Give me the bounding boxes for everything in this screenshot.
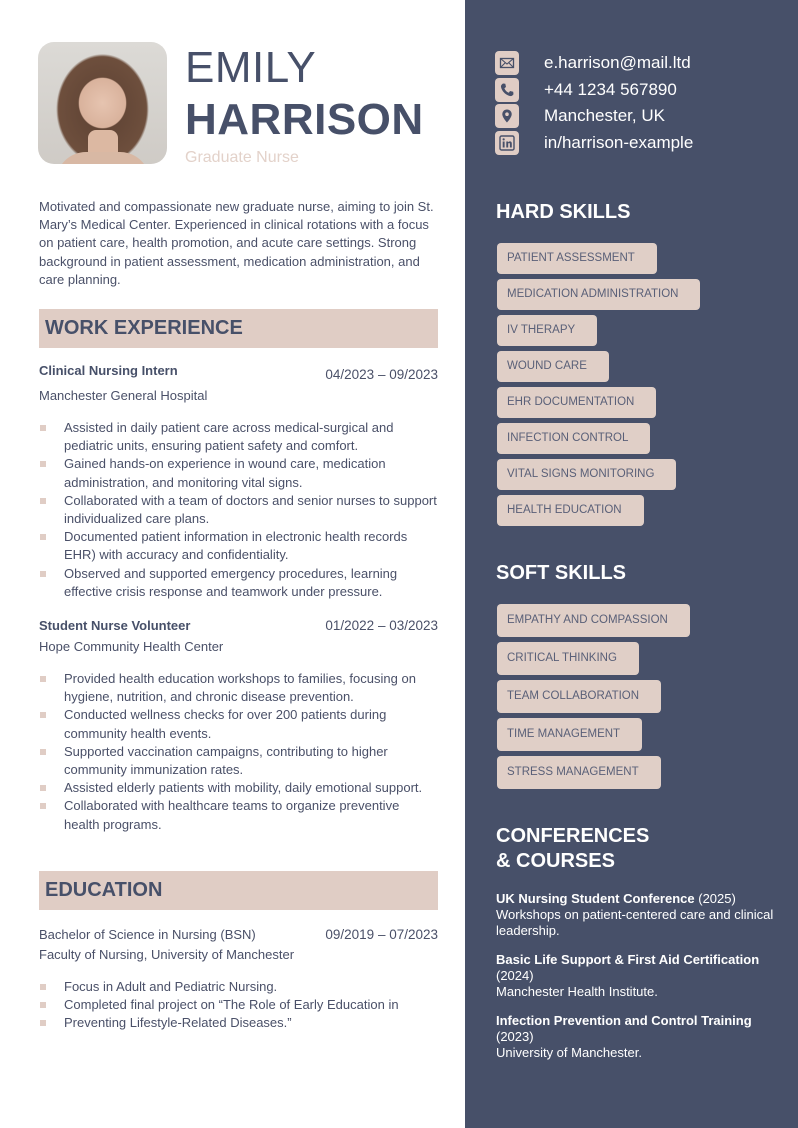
skill-chip: PATIENT ASSESSMENT bbox=[497, 243, 657, 274]
bullet-item: Provided health education workshops to families, focusing on hygiene, nutrition, and chronic disease prevention. bbox=[39, 670, 438, 706]
contact-list bbox=[495, 50, 693, 156]
phone-text: +44 1234 567890 bbox=[544, 79, 677, 99]
conference-item bbox=[496, 1013, 776, 1061]
education-dates: 09/2019 – 07/2023 bbox=[325, 927, 438, 942]
bullet-item: Documented patient information in electronic health records EHR) with accuracy and confidentiality. bbox=[39, 528, 438, 564]
contact-linkedin[interactable] bbox=[495, 130, 693, 157]
job-title: Graduate Nurse bbox=[185, 149, 299, 166]
conference-name: Basic Life Support & First Aid Certification bbox=[496, 952, 760, 967]
soft-skills-list bbox=[497, 604, 690, 794]
skill-chip: VITAL SIGNS MONITORING bbox=[497, 459, 676, 490]
skill-chip: STRESS MANAGEMENT bbox=[497, 756, 661, 789]
bullet-item: Completed final project on “The Role of Early Education in bbox=[39, 996, 438, 1014]
school: Faculty of Nursing, University of Manchester bbox=[39, 947, 295, 962]
skill-chip: HEALTH EDUCATION bbox=[497, 495, 644, 526]
contact-location bbox=[495, 103, 693, 130]
section-heading-conferences bbox=[496, 824, 649, 874]
conferences-title-line2: & COURSES bbox=[496, 850, 615, 872]
bullet-item: Assisted elderly patients with mobility, daily emotional support. bbox=[39, 779, 438, 797]
profile-photo bbox=[38, 42, 167, 164]
conference-year: (2024) bbox=[496, 968, 534, 983]
education-entry bbox=[39, 926, 438, 1033]
bullet-item: Assisted in daily patient care across medical-surgical and pediatric units, ensuring patient safety and comfort. bbox=[39, 419, 438, 455]
bullet-item: Conducted wellness checks for over 200 patients during community health events. bbox=[39, 706, 438, 742]
location-text: Manchester, UK bbox=[544, 106, 665, 126]
conference-description: Workshops on patient-centered care and clinical leadership. bbox=[496, 907, 774, 938]
linkedin-icon bbox=[495, 131, 519, 155]
skill-chip: WOUND CARE bbox=[497, 351, 609, 382]
job-entry bbox=[39, 617, 438, 834]
bullet-item: Preventing Lifestyle-Related Diseases.” bbox=[39, 1014, 438, 1032]
job-role: Clinical Nursing Intern bbox=[39, 363, 178, 378]
bullet-item: Focus in Adult and Pediatric Nursing. bbox=[39, 978, 438, 996]
job-organization: Hope Community Health Center bbox=[39, 639, 224, 654]
bullet-item: Supported vaccination campaigns, contributing to higher community immunization rates. bbox=[39, 743, 438, 779]
skill-chip: TEAM COLLABORATION bbox=[497, 680, 661, 713]
linkedin-text: in/harrison-example bbox=[544, 132, 694, 152]
conference-item bbox=[496, 891, 776, 939]
bullet-item: Gained hands-on experience in wound care, medication administration, and monitoring vital signs. bbox=[39, 455, 438, 491]
contact-phone[interactable] bbox=[495, 77, 693, 104]
bullet-item: Observed and supported emergency procedures, learning effective crisis response and teamwork under pressure. bbox=[39, 565, 438, 601]
section-heading-work-experience: WORK EXPERIENCE bbox=[39, 309, 438, 348]
conferences-title-line1: CONFERENCES bbox=[496, 825, 650, 847]
skill-chip: IV THERAPY bbox=[497, 315, 597, 346]
section-heading-hard-skills: HARD SKILLS bbox=[496, 201, 631, 223]
section-heading-soft-skills: SOFT SKILLS bbox=[496, 562, 626, 584]
phone-icon bbox=[495, 78, 519, 102]
job-bullets bbox=[39, 670, 438, 834]
skill-chip: MEDICATION ADMINISTRATION bbox=[497, 279, 700, 310]
education-bullets bbox=[39, 978, 438, 1033]
skill-chip: CRITICAL THINKING bbox=[497, 642, 639, 675]
conference-description: University of Manchester. bbox=[496, 1045, 642, 1060]
degree: Bachelor of Science in Nursing (BSN) bbox=[39, 927, 256, 942]
bullet-item: Collaborated with healthcare teams to organize preventive health programs. bbox=[39, 797, 438, 833]
job-bullets bbox=[39, 419, 438, 601]
contact-email[interactable] bbox=[495, 50, 693, 77]
conference-name: UK Nursing Student Conference bbox=[496, 891, 695, 906]
job-organization: Manchester General Hospital bbox=[39, 388, 208, 403]
email-text: e.harrison@mail.ltd bbox=[544, 53, 691, 73]
skill-chip: TIME MANAGEMENT bbox=[497, 718, 642, 751]
job-role: Student Nurse Volunteer bbox=[39, 618, 191, 633]
skill-chip: INFECTION CONTROL bbox=[497, 423, 650, 454]
job-dates: 04/2023 – 09/2023 bbox=[325, 367, 438, 382]
conference-year: (2025) bbox=[698, 891, 736, 906]
photo-shoulders bbox=[56, 152, 150, 164]
envelope-icon bbox=[495, 51, 519, 75]
last-name: HARRISON bbox=[185, 95, 424, 144]
conference-year: (2023) bbox=[496, 1029, 534, 1044]
skill-chip: EHR DOCUMENTATION bbox=[497, 387, 656, 418]
bullet-item: Collaborated with a team of doctors and senior nurses to support individualized care plans. bbox=[39, 492, 438, 528]
job-dates: 01/2022 – 03/2023 bbox=[325, 618, 438, 633]
conference-item bbox=[496, 952, 776, 1000]
first-name: EMILY bbox=[185, 43, 317, 92]
section-heading-education: EDUCATION bbox=[39, 871, 438, 910]
job-entry bbox=[39, 362, 438, 601]
summary: Motivated and compassionate new graduate nurse, aiming to join St. Mary’s Medical Center. Experienced in clinical rotations with a focus on patient care, health promotion, and acute care settings. Strong background in patient assessment, medication administration, and care planning. bbox=[39, 199, 434, 287]
conference-name: Infection Prevention and Control Training bbox=[496, 1013, 752, 1028]
map-pin-icon bbox=[495, 104, 519, 128]
conferences-list bbox=[496, 891, 776, 1074]
conference-description: Manchester Health Institute. bbox=[496, 984, 658, 999]
skill-chip: EMPATHY AND COMPASSION bbox=[497, 604, 690, 637]
hard-skills-list bbox=[497, 243, 700, 531]
sidebar bbox=[465, 0, 798, 1128]
